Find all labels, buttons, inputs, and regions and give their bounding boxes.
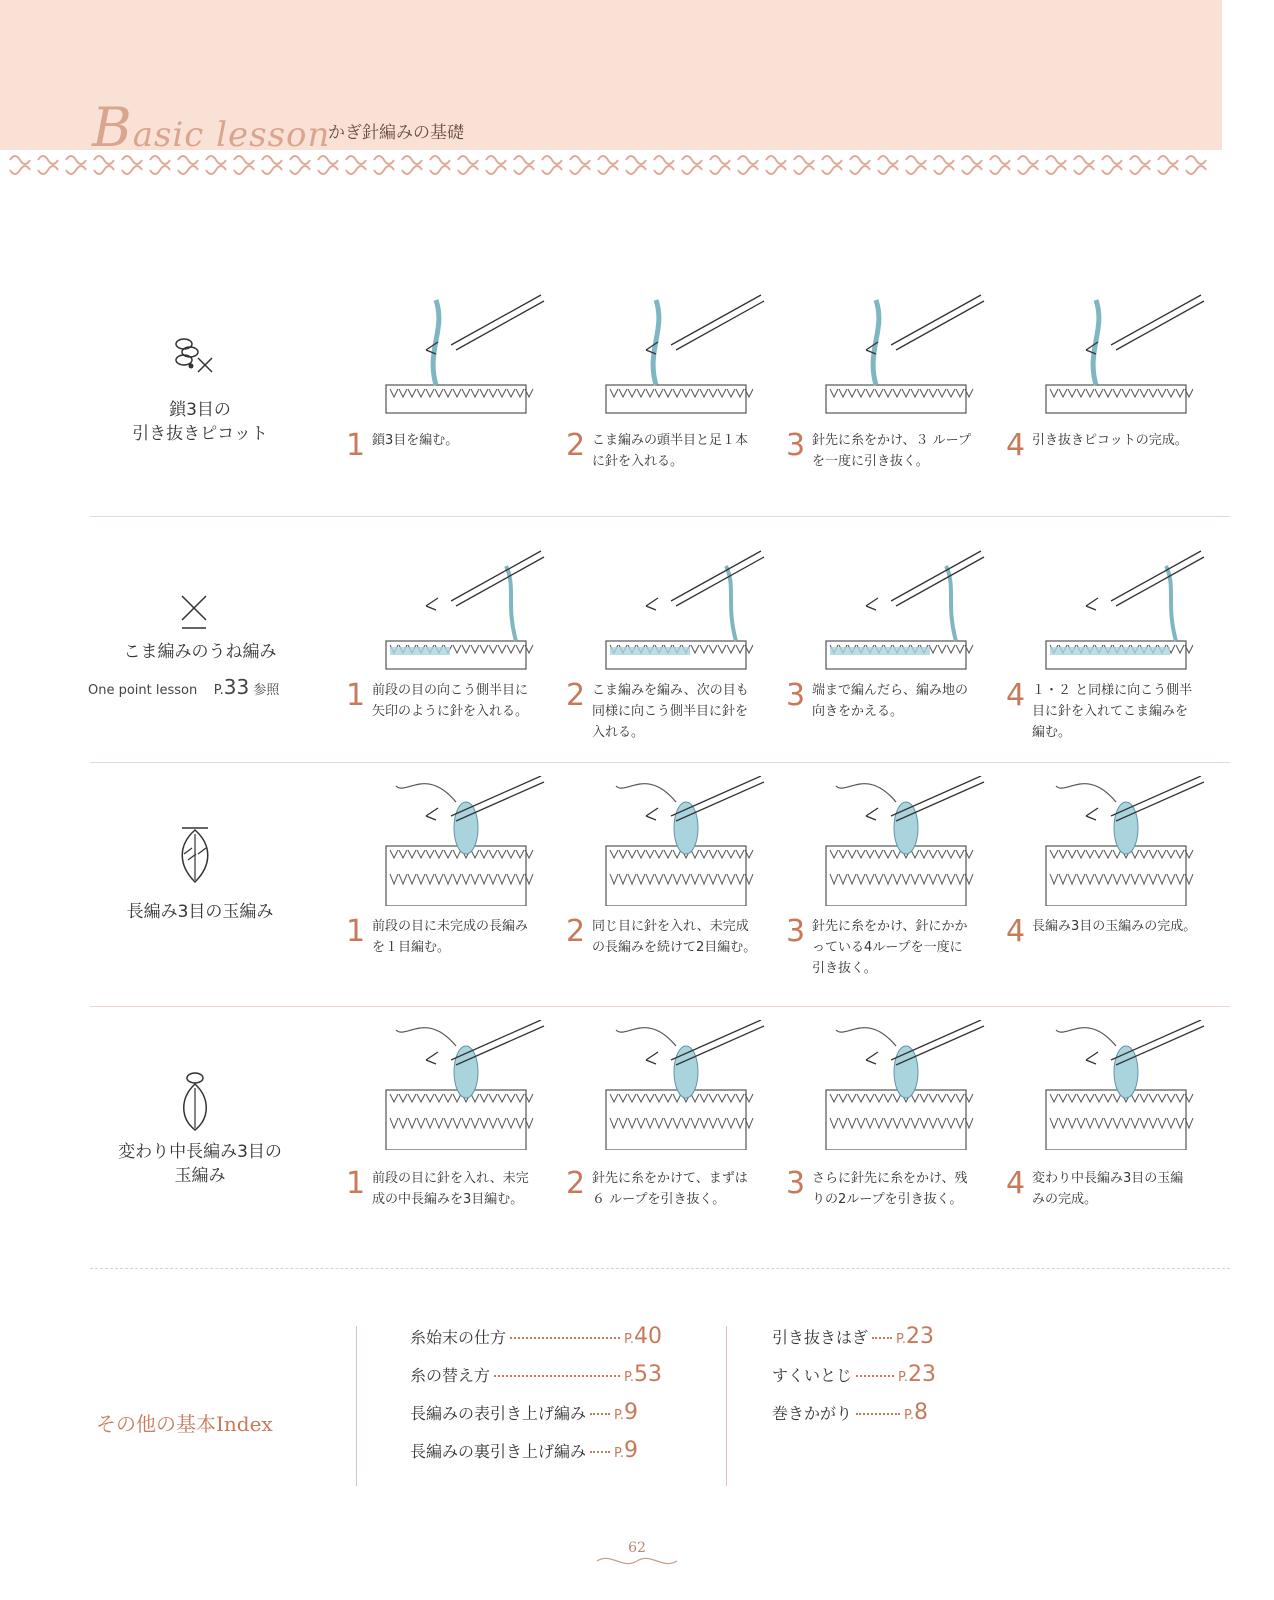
header-title-rest: asic lesson bbox=[132, 115, 331, 155]
step-number: 4 bbox=[1006, 428, 1026, 463]
step-number: 1 bbox=[346, 428, 366, 463]
step-number: 2 bbox=[566, 914, 586, 949]
leader-dots bbox=[494, 1375, 620, 1377]
step-instruction-line: 引き抜きピコットの完成。 bbox=[1032, 433, 1188, 448]
half-double-bobble-symbol-icon bbox=[160, 1068, 230, 1138]
step-number: 2 bbox=[566, 678, 586, 713]
step-instruction bbox=[372, 916, 552, 958]
step-instruction-line: を１目編む。 bbox=[372, 940, 451, 955]
one-point-label: One point lesson bbox=[88, 683, 198, 698]
step-number: 3 bbox=[786, 1166, 806, 1201]
crochet-step-illustration bbox=[1026, 1020, 1226, 1150]
step-instruction bbox=[592, 680, 772, 743]
step-3-1 bbox=[346, 776, 561, 976]
step-instruction-line: １・２ と同様に向こう側半 bbox=[1032, 683, 1193, 698]
index-entry-p: P. bbox=[896, 1332, 906, 1347]
step-instruction-line: りの2ループを引き抜く。 bbox=[812, 1192, 963, 1207]
step-instruction-line: 前段の目に針を入れ、未完 bbox=[372, 1171, 529, 1186]
header-subtitle: かぎ針編みの基礎 bbox=[328, 123, 464, 143]
section-title-line: 引き抜きピコット bbox=[132, 424, 268, 444]
step-number: 3 bbox=[786, 428, 806, 463]
step-instruction-line: みの完成。 bbox=[1032, 1192, 1098, 1207]
section-title bbox=[85, 398, 315, 446]
one-point-p: P. bbox=[213, 683, 224, 698]
crochet-step-illustration bbox=[806, 546, 1006, 676]
picot-symbol-icon bbox=[160, 326, 230, 386]
step-number: 4 bbox=[1006, 914, 1026, 949]
step-instruction-line: ６ ループを引き抜く。 bbox=[592, 1192, 726, 1207]
one-point-page: 33 bbox=[223, 675, 250, 699]
index-divider bbox=[90, 1268, 1230, 1269]
crochet-step-illustration bbox=[806, 290, 1006, 420]
index-entry bbox=[410, 1400, 638, 1425]
one-point-ref: 参照 bbox=[253, 683, 280, 698]
leader-dots bbox=[590, 1451, 610, 1453]
step-number: 1 bbox=[346, 914, 366, 949]
step-2-4 bbox=[1006, 546, 1221, 746]
step-1-3 bbox=[786, 290, 1001, 490]
index-entry-page: 8 bbox=[913, 1400, 928, 1425]
index-entry bbox=[410, 1438, 638, 1463]
index-entry-label: すくいとじ bbox=[772, 1366, 853, 1385]
crochet-step-illustration bbox=[806, 776, 1006, 906]
step-4-2 bbox=[566, 1020, 781, 1220]
step-instruction-line: っている4ループを一度に bbox=[812, 940, 963, 955]
crochet-step-illustration bbox=[586, 290, 786, 420]
step-number: 1 bbox=[346, 678, 366, 713]
index-entry-page: 23 bbox=[905, 1324, 934, 1349]
leader-dots bbox=[856, 1375, 894, 1377]
section-divider bbox=[90, 516, 1230, 517]
index-entry bbox=[772, 1362, 936, 1387]
index-entry-page: 40 bbox=[633, 1324, 662, 1349]
step-instruction-line: さらに針先に糸をかけ、残 bbox=[812, 1171, 968, 1186]
single-crochet-back-loop-icon bbox=[160, 584, 230, 644]
index-entry-p: P. bbox=[614, 1446, 624, 1461]
step-2-2 bbox=[566, 546, 781, 746]
one-point-lesson-ref bbox=[88, 675, 279, 699]
crochet-step-illustration bbox=[366, 546, 566, 676]
crochet-step-illustration bbox=[586, 546, 786, 676]
step-instruction-line: に針を入れる。 bbox=[592, 454, 684, 469]
step-instruction bbox=[1032, 1168, 1212, 1210]
treble-bobble-symbol-icon bbox=[160, 820, 230, 890]
step-2-1 bbox=[346, 546, 561, 746]
crochet-step-illustration bbox=[366, 776, 566, 906]
page-number-text: 62 bbox=[628, 1540, 646, 1556]
step-instruction-line: 前段の目に未完成の長編み bbox=[372, 919, 529, 934]
section-title bbox=[85, 640, 315, 664]
section-title-line: 長編み3目の玉編み bbox=[126, 902, 274, 922]
index-entry-label: 糸始末の仕方 bbox=[410, 1328, 507, 1347]
step-instruction-line: 目に針を入れてこま編みを bbox=[1032, 704, 1189, 719]
step-instruction-line: 成の中長編みを3目編む。 bbox=[372, 1192, 524, 1207]
index-entry-p: P. bbox=[614, 1408, 624, 1423]
index-entry bbox=[772, 1400, 928, 1425]
step-instruction-line: こま編みの頭半目と足１本 bbox=[592, 433, 749, 448]
step-4-4 bbox=[1006, 1020, 1221, 1220]
index-divider-line bbox=[726, 1326, 727, 1486]
section-title-line: 鎖3目の bbox=[169, 400, 231, 420]
step-instruction-line: 針先に糸をかけ、針にかか bbox=[812, 919, 968, 934]
crochet-step-illustration bbox=[366, 1020, 566, 1150]
index-entry-p: P. bbox=[624, 1370, 634, 1385]
step-instruction bbox=[812, 430, 992, 472]
index-title: その他の基本Index bbox=[96, 1412, 273, 1436]
crochet-step-illustration bbox=[586, 1020, 786, 1150]
step-instruction bbox=[1032, 430, 1212, 451]
step-instruction-line: 入れる。 bbox=[592, 725, 645, 740]
step-instruction bbox=[592, 1168, 772, 1210]
step-1-1 bbox=[346, 290, 561, 490]
step-instruction-line: 針先に糸をかけて、まずは bbox=[592, 1171, 748, 1186]
crochet-step-illustration bbox=[586, 776, 786, 906]
step-instruction-line: 同じ目に針を入れ、未完成 bbox=[592, 919, 749, 934]
section-divider bbox=[90, 762, 1230, 763]
step-instruction bbox=[372, 430, 552, 451]
leader-dots bbox=[590, 1413, 610, 1415]
leader-dots bbox=[856, 1413, 900, 1415]
index-entry-page: 9 bbox=[623, 1438, 638, 1463]
header-title-initial: B bbox=[92, 96, 133, 159]
step-instruction-line: 矢印のように針を入れる。 bbox=[372, 704, 529, 719]
step-3-2 bbox=[566, 776, 781, 976]
step-instruction bbox=[372, 1168, 552, 1210]
crochet-step-illustration bbox=[1026, 776, 1226, 906]
step-instruction-line: 向きをかえる。 bbox=[812, 704, 904, 719]
step-instruction bbox=[812, 680, 992, 722]
step-instruction-line: 引き抜く。 bbox=[812, 961, 877, 976]
decorative-border bbox=[0, 150, 1222, 180]
section-title-line: こま編みのうね編み bbox=[123, 642, 277, 662]
step-instruction-line: 同様に向こう側半目に針を bbox=[592, 704, 749, 719]
step-instruction bbox=[372, 680, 552, 722]
index-entry-page: 23 bbox=[907, 1362, 936, 1387]
step-instruction bbox=[592, 916, 772, 958]
crochet-step-illustration bbox=[1026, 290, 1226, 420]
step-instruction bbox=[812, 1168, 992, 1210]
index-divider-line bbox=[356, 1326, 357, 1486]
step-instruction-line: こま編みを編み、次の目も bbox=[592, 683, 749, 698]
step-instruction bbox=[1032, 680, 1212, 743]
crochet-step-illustration bbox=[1026, 546, 1226, 676]
step-number: 4 bbox=[1006, 1166, 1026, 1201]
crochet-step-illustration bbox=[806, 1020, 1006, 1150]
step-number: 3 bbox=[786, 914, 806, 949]
section-divider bbox=[90, 1006, 1230, 1007]
index-entry-p: P. bbox=[904, 1408, 914, 1423]
step-number: 4 bbox=[1006, 678, 1026, 713]
index-entry-page: 53 bbox=[633, 1362, 662, 1387]
leader-dots bbox=[510, 1337, 620, 1339]
section-title-line: 玉編み bbox=[174, 1166, 226, 1186]
index-entry-page: 9 bbox=[623, 1400, 638, 1425]
step-instruction-line: 前段の目の向こう側半目に bbox=[372, 683, 529, 698]
step-instruction-line: 鎖3目を編む。 bbox=[372, 433, 459, 448]
index-entry bbox=[410, 1324, 662, 1349]
step-instruction bbox=[1032, 916, 1212, 937]
index-entry-label: 引き抜きはぎ bbox=[772, 1328, 869, 1347]
step-instruction-line: 長編み3目の玉編みの完成。 bbox=[1032, 919, 1197, 934]
index-entry-label: 巻きかがり bbox=[772, 1404, 853, 1423]
crochet-step-illustration bbox=[366, 290, 566, 420]
step-instruction-line: 編む。 bbox=[1032, 725, 1072, 740]
page-ornament-icon bbox=[0, 1554, 1274, 1572]
step-instruction-line: 端まで編んだら、編み地の bbox=[812, 683, 969, 698]
step-instruction-line: 針先に糸をかけ、３ ループ bbox=[812, 433, 971, 448]
index-entry-p: P. bbox=[624, 1332, 634, 1347]
border-wave bbox=[10, 156, 1206, 174]
section-title bbox=[85, 900, 315, 924]
step-2-3 bbox=[786, 546, 1001, 746]
step-instruction-line: の長編みを続けて2目編む。 bbox=[592, 940, 757, 955]
step-number: 3 bbox=[786, 678, 806, 713]
step-1-2 bbox=[566, 290, 781, 490]
index-entry-label: 長編みの表引き上げ編み bbox=[410, 1404, 587, 1423]
index-entry-label: 糸の替え方 bbox=[410, 1366, 491, 1385]
step-number: 2 bbox=[566, 428, 586, 463]
index-entry-label: 長編みの裏引き上げ編み bbox=[410, 1442, 587, 1461]
index-entry bbox=[410, 1362, 662, 1387]
step-number: 2 bbox=[566, 1166, 586, 1201]
index-entry bbox=[772, 1324, 934, 1349]
step-number: 1 bbox=[346, 1166, 366, 1201]
section-title bbox=[85, 1140, 315, 1188]
step-3-3 bbox=[786, 776, 1001, 976]
step-instruction-line: を一度に引き抜く。 bbox=[812, 454, 929, 469]
step-3-4 bbox=[1006, 776, 1221, 976]
step-4-1 bbox=[346, 1020, 561, 1220]
page-number bbox=[0, 1540, 1274, 1572]
section-title-line: 変わり中長編み3目の bbox=[118, 1142, 282, 1162]
step-1-4 bbox=[1006, 290, 1221, 490]
step-instruction-line: 変わり中長編み3目の玉編 bbox=[1032, 1171, 1184, 1186]
step-instruction bbox=[812, 916, 992, 979]
leader-dots bbox=[872, 1337, 892, 1339]
step-4-3 bbox=[786, 1020, 1001, 1220]
index-entry-p: P. bbox=[898, 1370, 908, 1385]
step-instruction bbox=[592, 430, 772, 472]
